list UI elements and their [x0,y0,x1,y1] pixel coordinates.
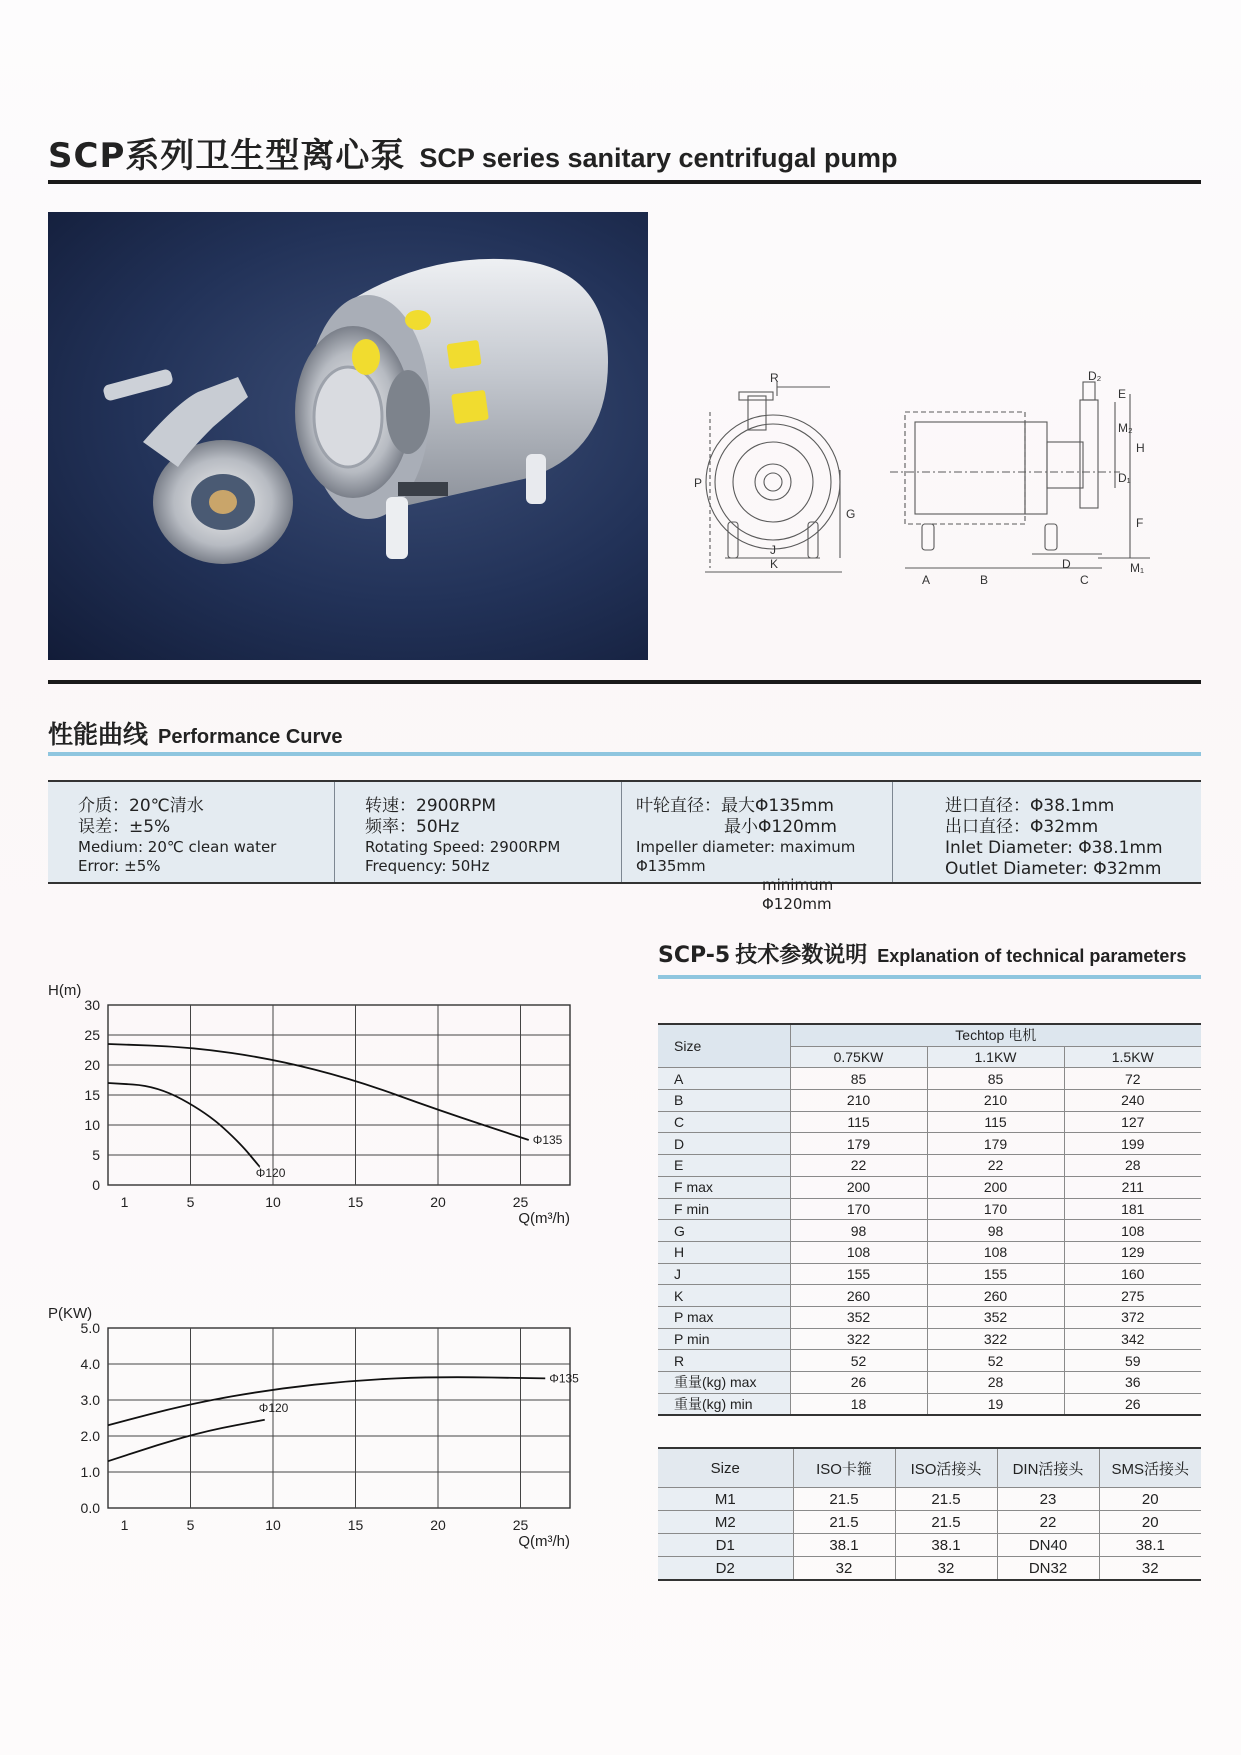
x-tick-label: 5 [186,1517,195,1533]
table-cell: 322 [927,1328,1064,1350]
dim-label-j: J [770,543,776,557]
x-tick-label: 20 [430,1517,446,1533]
spec-freq-en: Frequency: 50Hz [365,857,490,875]
table-cell: 155 [790,1263,927,1285]
row-label: P min [658,1328,790,1350]
row-label: 重量(kg) max [658,1372,790,1394]
table-row [658,1133,1201,1155]
table-cell: 52 [927,1350,1064,1372]
title-rule [48,180,1201,184]
series-label: Φ135 [549,1371,579,1386]
table-row [658,1488,1201,1511]
table-cell: 59 [1064,1350,1201,1372]
table-cell: DN32 [997,1557,1099,1581]
y-tick-label: 4.0 [80,1356,100,1372]
table-cell: 21.5 [793,1488,895,1511]
table-row [658,1534,1201,1557]
dim-label-r: R [770,371,779,385]
table-cell: 19 [927,1393,1064,1415]
power-flow-chart [40,1298,610,1582]
dim-label-c: C [1080,573,1089,587]
x-axis-title: Q(m³/h) [518,1210,570,1227]
table-cell: 115 [927,1111,1064,1133]
y-tick-label: 30 [84,997,100,1013]
table-cell: 108 [790,1241,927,1263]
table-row [658,1328,1201,1350]
fitting-header-row [658,1448,1201,1488]
row-label: M1 [658,1488,793,1511]
table-cell: 20 [1099,1511,1201,1534]
x-tick-label: 5 [186,1194,195,1210]
spec-impeller [622,782,893,913]
product-photo [48,212,648,660]
table-cell: DN40 [997,1534,1099,1557]
param-column-header: 0.75KW [790,1046,927,1068]
table-cell: 38.1 [895,1534,997,1557]
spec-medium [48,782,335,882]
fitting-column-header: ISO活接头 [895,1448,997,1488]
row-label: P max [658,1306,790,1328]
series-line-phi135 [108,1044,529,1140]
table-cell: 108 [1064,1220,1201,1242]
tech-params-rule [658,975,1201,979]
table-cell: 322 [790,1328,927,1350]
spec-speed-en: Rotating Speed: 2900RPM [365,838,561,856]
table-cell: 36 [1064,1372,1201,1394]
table-cell: 179 [790,1133,927,1155]
y-tick-label: 2.0 [80,1428,100,1444]
param-header-row [658,1024,1201,1046]
table-row [658,1111,1201,1133]
dim-label-m1: M₁ [1130,561,1145,575]
table-cell: 32 [793,1557,895,1581]
spec-impeller-min-en: minimum Φ120mm [762,876,834,913]
photo-rule [48,680,1201,684]
table-cell: 52 [790,1350,927,1372]
table-cell: 22 [790,1155,927,1177]
table-row [658,1393,1201,1415]
row-label: H [658,1241,790,1263]
dimension-drawing [690,369,1200,652]
series-line-phi135 [108,1377,545,1425]
x-tick-label: 15 [347,1194,364,1210]
spec-outlet-en: Outlet Diameter: Φ32mm [945,859,1162,879]
table-cell: 181 [1064,1198,1201,1220]
series-line-phi120 [108,1420,265,1461]
y-tick-label: 20 [84,1057,100,1073]
table-cell: 38.1 [1099,1534,1201,1557]
table-cell: 23 [997,1488,1099,1511]
table-cell: 210 [790,1090,927,1112]
table-cell: 26 [790,1372,927,1394]
row-label: R [658,1350,790,1372]
x-tick-label: 10 [265,1194,281,1210]
table-row [658,1220,1201,1242]
dim-label-d1: D₁ [1118,471,1131,485]
x-axis-title: Q(m³/h) [518,1533,570,1550]
spec-band [48,780,1201,913]
table-cell: 210 [927,1090,1064,1112]
table-cell: 72 [1064,1068,1201,1090]
spec-freq-zh: 频率：50Hz [365,817,460,837]
table-row [658,1198,1201,1220]
table-row [658,1557,1201,1581]
row-label: A [658,1068,790,1090]
row-label: M2 [658,1511,793,1534]
y-tick-label: 0.0 [80,1500,100,1516]
row-label: F max [658,1176,790,1198]
tech-params-zh: 技术参数说明 [735,943,868,968]
dim-label-d2: D₂ [1088,369,1102,383]
parameter-table [658,1023,1201,1416]
series-label: Φ120 [258,1400,289,1415]
y-tick-label: 3.0 [80,1392,100,1408]
y-tick-label: 5 [92,1147,100,1163]
y-tick-label: 15 [84,1087,100,1103]
table-cell: 32 [895,1557,997,1581]
table-cell: 28 [927,1372,1064,1394]
table-cell: 127 [1064,1111,1201,1133]
spec-medium-zh: 介质：20℃清水 [78,796,204,816]
param-column-header: 1.5KW [1064,1046,1201,1068]
y-tick-label: 1.0 [80,1464,100,1480]
table-cell: 211 [1064,1176,1201,1198]
dim-label-a: A [922,573,931,587]
table-cell: 115 [790,1111,927,1133]
dim-label-m2: M₂ [1118,421,1133,435]
row-label: G [658,1220,790,1242]
dim-label-k: K [770,557,779,571]
table-cell: 38.1 [793,1534,895,1557]
y-axis-title: H(m) [48,982,82,999]
spec-inlet-en: Inlet Diameter: Φ38.1mm [945,838,1163,858]
page-title [48,128,898,177]
x-tick-label: 15 [347,1517,364,1533]
table-cell: 275 [1064,1285,1201,1307]
y-tick-label: 0 [92,1177,100,1193]
table-cell: 260 [790,1285,927,1307]
spec-medium-en: Medium: 20℃ clean water [78,838,277,856]
fitting-column-header: DIN活接头 [997,1448,1099,1488]
table-cell: 129 [1064,1241,1201,1263]
table-cell: 98 [927,1220,1064,1242]
dim-label-b: B [980,573,989,587]
spec-impeller-max-zh: 叶轮直径：最大Φ135mm [636,796,834,816]
row-label: K [658,1285,790,1307]
x-tick-label: 1 [120,1194,129,1210]
table-cell: 170 [790,1198,927,1220]
spec-impeller-max-en: Impeller diameter: maximum Φ135mm [636,838,856,875]
table-cell: 85 [790,1068,927,1090]
table-cell: 260 [927,1285,1064,1307]
param-group-header: Techtop 电机 [790,1024,1201,1046]
row-label: D [658,1133,790,1155]
tech-params-en: Explanation of technical parameters [877,946,1187,966]
table-cell: 352 [927,1306,1064,1328]
tech-params-model: SCP-5 [658,943,731,968]
spec-diameter [893,782,1201,882]
table-row [658,1263,1201,1285]
table-cell: 28 [1064,1155,1201,1177]
series-label: Φ120 [255,1166,286,1180]
table-cell: 32 [1099,1557,1201,1581]
table-row [658,1350,1201,1372]
dim-label-p: P [694,476,703,490]
fitting-size-table [658,1447,1201,1581]
dim-label-e: E [1118,387,1127,401]
title-zh: SCP系列卫生型离心泵 [48,136,406,176]
table-row [658,1155,1201,1177]
table-row [658,1372,1201,1394]
table-cell: 26 [1064,1393,1201,1415]
table-cell: 372 [1064,1306,1201,1328]
table-cell: 240 [1064,1090,1201,1112]
dim-label-g: G [846,507,856,521]
table-row [658,1176,1201,1198]
dim-label-h: H [1136,441,1145,455]
fitting-column-header: ISO卡箍 [793,1448,895,1488]
row-label: 重量(kg) min [658,1393,790,1415]
y-tick-label: 10 [84,1117,100,1133]
y-axis-title: P(KW) [48,1305,93,1322]
fitting-column-header: Size [658,1448,793,1488]
table-cell: 20 [1099,1488,1201,1511]
table-cell: 22 [927,1155,1064,1177]
x-tick-label: 10 [265,1517,281,1533]
plot-frame [108,1328,570,1508]
performance-heading-zh: 性能曲线 [48,720,149,749]
row-label: E [658,1155,790,1177]
row-label: C [658,1111,790,1133]
x-tick-label: 20 [430,1194,446,1210]
spec-speed [335,782,622,882]
table-cell: 18 [790,1393,927,1415]
performance-heading-en: Performance Curve [158,726,343,748]
fitting-column-header: SMS活接头 [1099,1448,1201,1488]
table-row [658,1511,1201,1534]
row-label: F min [658,1198,790,1220]
table-cell: 21.5 [895,1488,997,1511]
table-cell: 170 [927,1198,1064,1220]
table-cell: 21.5 [793,1511,895,1534]
table-row [658,1068,1201,1090]
row-label: B [658,1090,790,1112]
table-cell: 200 [790,1176,927,1198]
table-cell: 108 [927,1241,1064,1263]
x-tick-label: 1 [120,1517,129,1533]
performance-heading [48,715,343,751]
x-tick-label: 25 [512,1517,529,1533]
table-row [658,1285,1201,1307]
y-tick-label: 5.0 [80,1320,100,1336]
table-cell: 352 [790,1306,927,1328]
spec-impeller-min-zh: 最小Φ120mm [724,817,837,837]
param-column-header: 1.1KW [927,1046,1064,1068]
table-cell: 179 [927,1133,1064,1155]
spec-error-en: Error: ±5% [78,857,161,875]
table-cell: 342 [1064,1328,1201,1350]
table-cell: 199 [1064,1133,1201,1155]
table-row [658,1090,1201,1112]
table-cell: 85 [927,1068,1064,1090]
table-row [658,1306,1201,1328]
series-label: Φ135 [532,1133,563,1147]
table-cell: 98 [790,1220,927,1242]
table-cell: 200 [927,1176,1064,1198]
table-row [658,1241,1201,1263]
table-cell: 22 [997,1511,1099,1534]
head-flow-chart [40,975,610,1245]
table-cell: 160 [1064,1263,1201,1285]
spec-inlet-zh: 进口直径：Φ38.1mm [945,796,1115,816]
row-label: D2 [658,1557,793,1581]
spec-outlet-zh: 出口直径：Φ32mm [945,817,1099,837]
spec-error-zh: 误差：±5% [78,817,171,837]
table-cell: 155 [927,1263,1064,1285]
tech-params-heading [658,938,1186,969]
spec-speed-zh: 转速：2900RPM [365,796,496,816]
param-size-header: Size [658,1024,790,1068]
row-label: J [658,1263,790,1285]
table-cell: 21.5 [895,1511,997,1534]
dim-label-d: D [1062,557,1071,571]
title-en: SCP series sanitary centrifugal pump [419,143,898,173]
dim-label-f: F [1136,516,1144,530]
y-tick-label: 25 [84,1027,100,1043]
row-label: D1 [658,1534,793,1557]
x-tick-label: 25 [512,1194,529,1210]
performance-rule [48,752,1201,756]
